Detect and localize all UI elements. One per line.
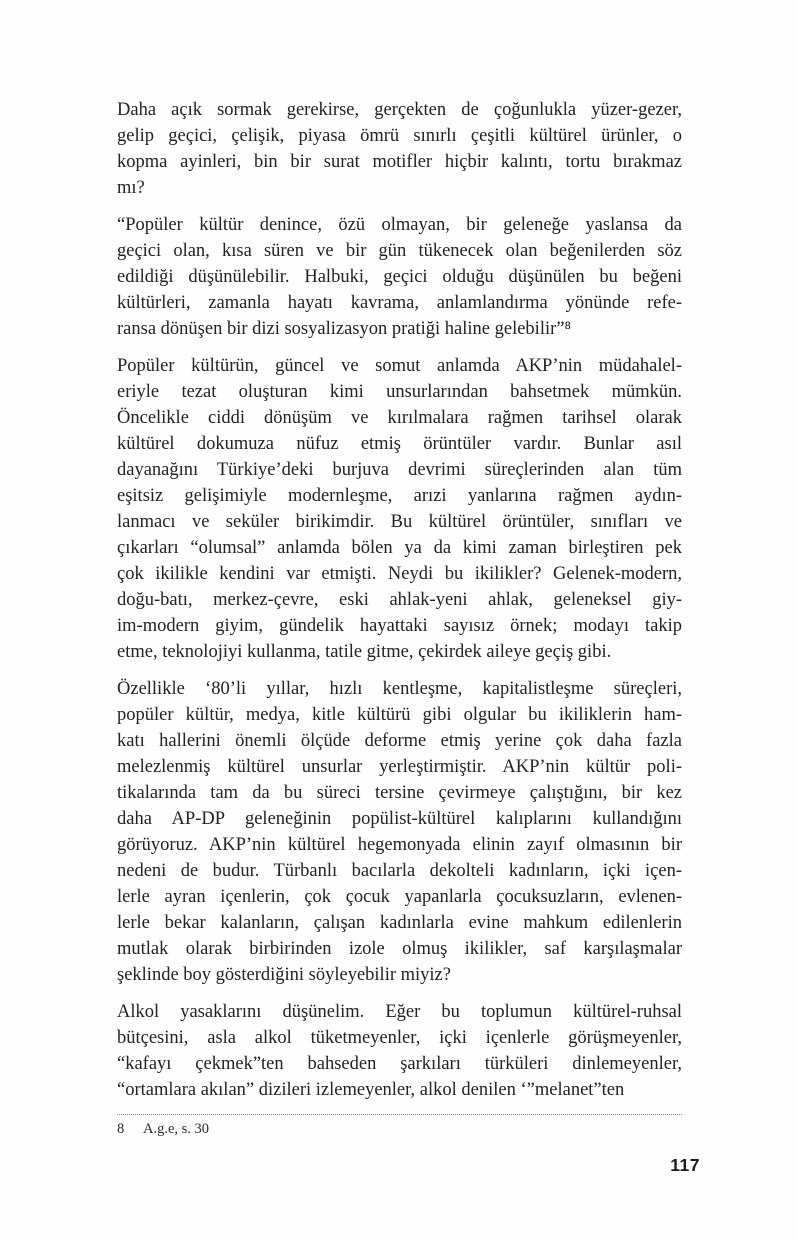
text-line: bütçesini, asla alkol tüketmeyenler, içki içenlerle görüşmeyenler, bbox=[117, 1028, 682, 1048]
text-line: “kafayı çekmek”ten bahseden şarkıları türküleri dinlemeyenler, bbox=[117, 1054, 682, 1074]
paragraph bbox=[117, 353, 682, 665]
text-line: şeklinde boy gösterdiğini söyleyebilir miyiz? bbox=[117, 965, 451, 985]
page-number: 117 bbox=[670, 1155, 700, 1175]
paragraph bbox=[117, 212, 682, 342]
body-text bbox=[117, 97, 682, 1103]
text-line: görüyoruz. AKP’nin kültürel hegemonyada elinin zayıf olmasının bir bbox=[117, 835, 682, 855]
text-line: gelip geçici, çelişik, piyasa ömrü sınırlı çeşitli kültürel ürünler, o bbox=[117, 126, 682, 146]
text-line: Özellikle ‘80’li yıllar, hızlı kentleşme, kapitalistleşme süreçleri, bbox=[117, 679, 682, 699]
text-line: lerle bekar kalanların, çalışan kadınlarla evine mahkum edilenlerin bbox=[117, 913, 682, 933]
footnote bbox=[117, 1120, 682, 1139]
text-line: kopma ayinleri, bin bir surat motifler hiçbir kalıntı, tortu bırakmaz bbox=[117, 152, 682, 172]
text-line: lerle ayran içenlerin, çok çocuk yapanlarla çocuksuzların, evlenen- bbox=[117, 887, 682, 907]
text-line: im-modern giyim, gündelik hayattaki sayısız örnek; modayı takip bbox=[117, 616, 682, 636]
text-line: lanmacı ve seküler birikimdir. Bu kültürel örüntüler, sınıfları ve bbox=[117, 512, 682, 532]
text-line: mutlak olarak birbirinden izole olmuş ikilikler, saf karşılaşmalar bbox=[117, 939, 682, 959]
text-line: melezlenmiş kültürel unsurlar yerleştirmiştir. AKP’nin kültür poli- bbox=[117, 757, 682, 777]
paragraph bbox=[117, 999, 682, 1103]
text-line: kültürel dokumuza nüfuz etmiş örüntüler vardır. Bunlar asıl bbox=[117, 434, 682, 454]
text-line: tikalarında tam da bu süreci tersine çevirmeye çalıştığını, bir kez bbox=[117, 783, 682, 803]
text-line: Öncelikle ciddi dönüşüm ve kırılmalara rağmen tarihsel olarak bbox=[117, 408, 682, 428]
footnote-separator bbox=[117, 1114, 682, 1115]
text-line: kültürleri, zamanla hayatı kavrama, anlamlandırma yönünde refe- bbox=[117, 293, 682, 313]
text-line: dayanağını Türkiye’deki burjuva devrimi süreçlerinden alan tüm bbox=[117, 460, 682, 480]
text-line: edildiği düşünülebilir. Halbuki, geçici olduğu düşünülen bu beğeni bbox=[117, 267, 682, 287]
text-line: Popüler kültürün, güncel ve somut anlamda AKP’nin müdahalel- bbox=[117, 356, 682, 376]
text-line: çok ikilikle kendini var etmişti. Neydi bu ikilikler? Gelenek-modern, bbox=[117, 564, 682, 584]
text-line: katı hallerini önemli ölçüde deforme etmiş yerine çok daha fazla bbox=[117, 731, 682, 751]
text-line: etme, teknolojiyi kullanma, tatile gitme, çekirdek aileye geçiş gibi. bbox=[117, 642, 612, 662]
text-line: daha AP-DP geleneğinin popülist-kültürel kalıplarını kullandığını bbox=[117, 809, 682, 829]
text-line: doğu-batı, merkez-çevre, eski ahlak-yeni ahlak, geleneksel giy- bbox=[117, 590, 682, 610]
text-line: çıkarları “olumsal” anlamda bölen ya da kimi zaman birleştiren pek bbox=[117, 538, 682, 558]
text-line: mı? bbox=[117, 178, 145, 198]
text-line: eriyle tezat oluşturan kimi unsurlarından bahsetmek mümkün. bbox=[117, 382, 682, 402]
text-line: ransa dönüşen bir dizi sosyalizasyon pratiği haline gelebilir”⁸ bbox=[117, 319, 571, 339]
text-line: Daha açık sormak gerekirse, gerçekten de çoğunlukla yüzer-gezer, bbox=[117, 100, 682, 120]
text-line: nedeni de budur. Türbanlı bacılarla dekolteli kadınların, içki içen- bbox=[117, 861, 682, 881]
text-line: popüler kültür, medya, kitle kültürü gibi olgular bu ikiliklerin ham- bbox=[117, 705, 682, 725]
text-line: geçici olan, kısa süren ve bir gün tükenecek olan beğenilerden söz bbox=[117, 241, 682, 261]
text-line: “Popüler kültür denince, özü olmayan, bir geleneğe yaslansa da bbox=[117, 215, 682, 235]
text-line: Alkol yasaklarını düşünelim. Eğer bu toplumun kültürel-ruhsal bbox=[117, 1002, 682, 1022]
text-line: “ortamlara akılan” dizileri izlemeyenler, alkol denilen ‘”melanet”ten bbox=[117, 1080, 625, 1100]
paragraph bbox=[117, 676, 682, 988]
footnote-marker: 8 bbox=[117, 1121, 125, 1137]
text-line: eşitsiz gelişimiyle modernleşme, arızi yanlarına rağmen aydın- bbox=[117, 486, 682, 506]
paragraph bbox=[117, 97, 682, 201]
footnote-text: A.g.e, s. 30 bbox=[143, 1121, 210, 1137]
